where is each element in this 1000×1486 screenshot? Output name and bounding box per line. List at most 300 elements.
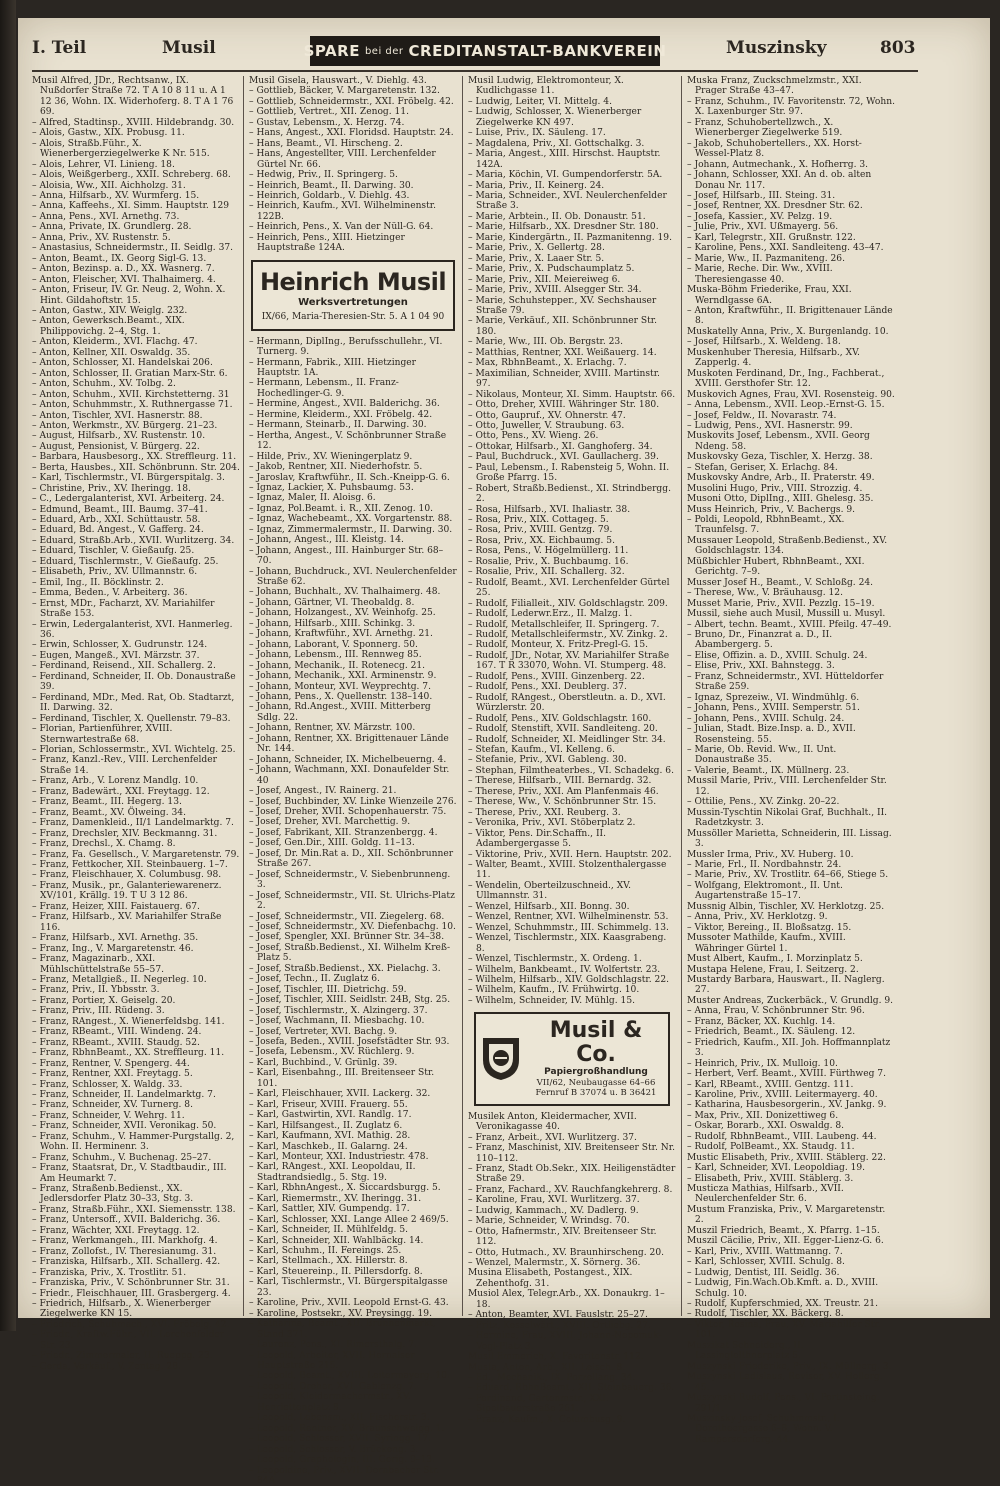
directory-entry: – Anton, Werkmstr., XV. Bürgerg. 21–23. (32, 420, 218, 431)
directory-entry: Mussnig Albin, Tischler, XV. Herklotzg. 25. (687, 901, 885, 912)
directory-entry: Musolini Hugo, Priv., VIII. Strozzig. 4. (687, 483, 863, 494)
directory-entry: – Ferdinand, Gartenmstr., XXI. Sipelbauerstraße 261. (468, 1393, 609, 1415)
directory-entry: Muszynski Friederike, Priv., IX. Müllnerg. 3. (687, 1361, 892, 1372)
directory-entry: – Karl, Priv., XVIII. Wattmanng. 7. (687, 1246, 843, 1257)
directory-entry: – Gottlieb, Vertret., XII. Zenog. 11. (249, 107, 409, 118)
directory-entry: – Gottlieb, Schneidermstr., XXI. Fröbelg. 42. (249, 96, 454, 107)
column-3-entries-top (468, 76, 676, 1006)
column-2-entries-bottom (249, 337, 457, 1486)
page-number: 803 (880, 38, 916, 58)
directory-entry: – Marie, Reche. Dir. Ww., XVIII. Theresiengasse 40. (687, 264, 833, 285)
directory-entry: – Karl, Fleischhauer, XVII. Lackerg. 32. (249, 1089, 431, 1100)
directory-entry: – Johann, Lebensm., III. Rennweg 85. (249, 650, 422, 661)
directory-entry: – Rudolf, RbhnBeamt., VIII. Laubeng. 44. (687, 1131, 877, 1142)
ad-subtitle: Werksvertretungen (298, 296, 408, 308)
section-label: I. Teil (32, 38, 87, 58)
directory-entry: – Rosa, Priv., XIX. Cottageg. 5. (468, 515, 609, 526)
directory-entry: – Florian, Schlossermstr., XVI. Wichtelg. 25. (32, 745, 236, 755)
directory-entry: – Fritz, Kesselwärt., XVIII. Ortliebg. 27. (468, 1320, 651, 1331)
column-1-entries (32, 76, 240, 1372)
directory-entry: – Franz, Metallgieß., II. Negerleg. 10. (32, 974, 207, 985)
directory-entry: – Eugen, Mangeß., XVI. Märzstr. 37. (32, 650, 200, 661)
directory-entry: – Rudolf, PolBeamt., XX. Staudg. 11. (687, 1142, 855, 1153)
directory-entry: – Franz, Schuhobertellzwch., X. Wienerberger Ziegelwerke 519. (687, 117, 843, 139)
directory-entry: – Josefa, Kassier., XV. Pelzg. 19. (687, 211, 833, 222)
directory-entry: – Elisabeth, Priv., XVIII. Stäblerg. 3. (687, 1173, 854, 1184)
directory-entry: Muska-Böhm Friederike, Frau, XXI. Werndlgasse 6A. (687, 285, 852, 306)
directory-entry: – Gerda, Verkäuf., V. Zentag. 28. (32, 1361, 181, 1372)
directory-entry: – Elisabeth, Priv., XV. Ullmannstr. 6. (32, 567, 198, 578)
directory-entry: – Anton, Beamter, XVI. Fauslstr. 25–27. (468, 1310, 648, 1321)
directory-entry: – Leopoldine, Priv., XVII. Dornbacher Str. 84A (249, 1465, 440, 1486)
directory-entry: – Wenzel, Malermstr., X. Sörnerg. 36. (468, 1258, 641, 1269)
directory-entry: – Karl, Friseur, XVIII. Frauerg. 55. (249, 1099, 408, 1110)
directory-entry: – Josef, Schneidermstr., VII. St. Ulrichs-Platz 2. (249, 890, 455, 912)
directory-entry: – Maria, Priv., II. Keinerg. 24. (468, 180, 605, 191)
directory-entry: – Franz, Schuhm., V. Hammer-Purgstallg. 2, Wohn. II. Herminenr. 3. (32, 1131, 235, 1153)
directory-entry: – Franz, Beamt., III. Hegerg. 13. (32, 797, 182, 808)
directory-entry: – Karl, RAngest., XXI. Leopoldau, II. Stadtrandsiedlg., 5. Stg. 19. (249, 1162, 416, 1183)
directory-entry: – Stefan, Geriser, X. Erlachg. 84. (687, 462, 838, 473)
directory-entry: – Franz, Arbeit., XVI. Wurlitzerg. 37. (468, 1132, 637, 1143)
directory-entry: Mussler Irma, Priv., XV. Huberg. 10. (687, 849, 854, 860)
directory-entry: – Eduard, Arb., XXI. Schüttaustr. 58. (32, 515, 201, 526)
directory-entry: – Hertha, Angest., V. Schönbrunner Straße 12. (249, 430, 447, 452)
directory-entry: – Friedrich, Kaufm., XII. Joh. Hoffmannplatz 3. (687, 1037, 891, 1059)
directory-entry: – Karl, RbhnAngest., X. Siccardsburgg. 5. (249, 1183, 441, 1194)
directory-entry: – Josef, Tischler, III. Dietrichg. 59. (249, 984, 407, 995)
directory-entry: – Katharina, Hausbesorgerin., XV. Jankg. 9. (687, 1100, 887, 1111)
directory-entry: Muska Franz, Zuckschmelzmstr., XXI. Prager Straße 43–47. (687, 76, 862, 97)
directory-entry: Mussil Marie, Priv., VIII. Lerchenfelder Str. 12. (687, 776, 887, 797)
directory-entry: – Rudolf, Monteur, X. Fritz-Pregl-G. 15. (468, 640, 649, 651)
column-divider (243, 76, 244, 1316)
directory-entry: – Emma, Beden., V. Arbeiterg. 36. (32, 588, 188, 599)
directory-entry: Musta, Anton, Arb., XII. Leisch. 8. (468, 1362, 626, 1373)
directory-entry: – Josef, Dr. Min.Rat a. D., XII. Schönbrunner Straße 267. (249, 848, 454, 870)
banner-bei-der: bei der (364, 45, 404, 57)
directory-entry: – Josef, Techn., II. Zuglatz 6. (249, 974, 380, 985)
column-3-entries-bottom (468, 1112, 676, 1426)
directory-entry: – Marie, Arbtein., II. Ob. Donaustr. 51. (468, 211, 646, 222)
directory-entry: – Ludwig, Kammach., XV. Dadlerg. 9. (468, 1205, 639, 1216)
directory-entry: – Josef, Straßb.Bedienst., XX. Pielachg. 3. (249, 963, 441, 974)
directory-entry: – Wilhelm, Kaufm., IV. Frühwirtg. 10. (468, 985, 640, 996)
directory-entry: – Anton, Schlosser, XI. Handelskai 206. (32, 358, 213, 369)
directory-entry: Musiol Alex, Telegr.Arb., XX. Donaukrg. 1–18. (468, 1289, 665, 1310)
directory-entry: – Anna, Kaffeehs., XI. Simm. Hauptstr. 129 (32, 201, 230, 212)
directory-entry: – Jakob, Rentner, XII. Niederhofstr. 5. (249, 462, 423, 473)
column-2 (249, 76, 457, 1486)
directory-entry: Mussoter Mathilde, Kaufm., XVIII. Währinger Gürtel 1. (687, 933, 846, 954)
directory-entry: – Franz, RAngest., X. Wienerfeldsbg. 141. (32, 1016, 225, 1027)
directory-entry: – Christine, Priv., XV. Iheringg. 18. (32, 483, 191, 494)
directory-entry: – Hans, Angestellter, VIII. Lerchenfelder Gürtel Nr. 66. (249, 149, 436, 170)
directory-entry: – Karoline, Priv., XVIII. Leitermayerg. 40. (687, 1089, 878, 1100)
directory-entry: – Karoline, Frau, XVI. Wurlitzerg. 37. (468, 1195, 640, 1206)
directory-entry: – Franz, Priv., II. Ybbsstr. 3. (32, 985, 160, 996)
directory-entry: Musser Josef H., Beamt., V. Schloßg. 24. (687, 577, 874, 588)
directory-entry: – Karl, Hilfsangest., II. Zuglatz 6. (249, 1120, 403, 1131)
directory-entry: – Robert, Straßb.Bedienst., XI. Strindbergg. 2. (468, 483, 671, 505)
directory-entry: – Otto, Juweller, V. Straubung. 63. (468, 420, 625, 431)
directory-entry: – Karl, Sattler, XIV. Gumpendg. 17. (249, 1204, 410, 1215)
directory-entry: – Franz, Badewärt., XXI. Freytagg. 12. (32, 786, 210, 797)
directory-entry: – Rosalie, Priv., XII. Schallerg. 32. (468, 567, 625, 578)
directory-entry: – Franziska, Priv., V. Schönbrunner Str. 31. (32, 1278, 230, 1289)
directory-entry: – Rudolf, Kupferschmied, XX. Treustr. 21. (687, 1299, 878, 1310)
directory-entry: Mussöller Marietta, Schneiderin, III. Lissag. 3. (687, 828, 892, 850)
directory-entry: – Ignaz, Sprezeiw., VI. Windmühlg. 6. (687, 692, 860, 703)
directory-entry: – Josef, Spengler, XXI. Brünner Str. 34–38. (249, 932, 445, 943)
directory-entry: – Josef, Dreher, XVI. Marchettig. 9. (249, 817, 411, 828)
directory-entry: – Karl, Monteur, XXI. Industriestr. 478. (249, 1151, 429, 1162)
directory-entry: – Berta, Hausbes., XII. Schönbrunn. Str. 204. (32, 462, 240, 473)
directory-entry: – Franz, Damenkleid., II/1 Landelmarktg. 7. (32, 818, 234, 829)
directory-entry: – Franz, Portier, X. Geiselg. 20. (32, 995, 176, 1006)
directory-entry: – Leopold, Arbeiter, XVII. Hernalser Hauptstraße 215. (249, 1350, 415, 1372)
directory-entry: – Josef, Schneidermstr., VII. Ziegelerg. 68. (249, 911, 445, 922)
directory-entry: – Franz, Werkmangeh., III. Markhofg. 4. (32, 1236, 218, 1247)
book-binding-edge (0, 0, 16, 1331)
directory-entry: – Franz, RBeamt., XVIII. Staudg. 52. (32, 1037, 200, 1048)
directory-entry: – Maximilian, Schneider, XVIII. Martinstr. 97. (468, 368, 660, 390)
directory-entry: – Anton, Schuhm., XV. Tolbg. 2. (32, 379, 176, 390)
directory-entry: – Alois, Lehrer, VI. Linieng. 18. (32, 159, 175, 170)
directory-entry: – Gottlieb, Bäcker, V. Margaretenstr. 132. (249, 86, 440, 97)
directory-entry: – Rudolf, Stenstift, XVII. Sandleiteng. 20. (468, 724, 658, 735)
directory-entry: Musil Ludwig, Elektromonteur, X. Kudlichgasse 11. (468, 76, 624, 97)
directory-entry: – Marie, Ob. Revid. Ww., II. Unt. Donaustraße 35. (687, 745, 837, 766)
directory-entry: – Rudolf, JDr., Notar, XV. Mariahilfer Straße 167. T R 33070, Wohn. VI. Stumperg. 48. (468, 650, 670, 672)
directory-entry: – Johann, Rentner, XX. Brigittenauer Lände Nr. 144. (249, 733, 449, 755)
directory-entry: Muszil Cäcilie, Priv., XII. Egger-Lienz-G. 6. (687, 1236, 884, 1247)
directory-entry: – Heinrich, Pens., XIII. Hietzinger Hauptstraße 124A. (249, 232, 405, 254)
ad-name: Musil & Co. (549, 1018, 643, 1068)
directory-entry: – Otto, Gaupruf., XV. Ohnerstr. 47. (468, 410, 626, 421)
directory-entry: – Rudolf, Tischler, XX. Bäckerg. 8. (687, 1309, 844, 1320)
directory-entry: – Barbara, Hausbesorg., XX. Streffleurg. 11. (32, 452, 237, 463)
directory-entry: – Franz, Untersoff., XVII. Balderichg. 36. (32, 1215, 221, 1226)
directory-entry: – Anton, Kleiderm., XVI. Flachg. 47. (32, 337, 198, 348)
directory-entry: – Josef, Gen.Dir., XIII. Goldg. 11–13. (249, 838, 415, 849)
directory-entry: – Franz, RbhnBeamt., XX. Streffleurg. 11. (32, 1048, 225, 1059)
directory-entry: Muskatelly Anna, Priv., X. Burgenlandg. 10. (687, 326, 889, 337)
directory-entry: – Marie, Ww., II. Pazmaniteng. 26. (687, 253, 845, 264)
directory-entry: – Karoline, Postsekr., XV. Preysingg. 19. (249, 1308, 432, 1319)
directory-entry: – Rudolf, RAngest., Oberstleutn. a. D., XVI. Würzlerstr. 20. (468, 692, 666, 714)
directory-entry: – Hermann, DiplIng., Berufsschullehr., VI. Turnerg. 9. (249, 336, 443, 358)
directory-entry: – Marie, Hilfsarb., XX. Dresdner Str. 180. (468, 222, 659, 233)
directory-entry: – Franz, Schneider, XVII. Veronikag. 50. (32, 1121, 217, 1132)
directory-entry: – Viktor, Pens. Dir.Schaffn., II. Adambergergasse 5. (468, 828, 607, 850)
directory-entry: – Franz, Beamt., XV. Ölweing. 34. (32, 807, 186, 818)
directory-entry: – Friedr., Zimmermaler, II. Rueppg. 23. (32, 1351, 213, 1362)
directory-entry: – Therese, Priv., XXI. Reuberg. 3. (468, 807, 621, 818)
directory-entry: – Wenzel, Hilfsarb., XII. Bonng. 30. (468, 901, 630, 912)
directory-entry: – Heinrich, Pens., X. Van der Nüll-G. 64. (249, 222, 434, 233)
directory-entry: – Karl, Schneider, II. Mühlfeldg. 5. (249, 1225, 409, 1236)
directory-entry: – Eduard, RbhnBeamt., XII. Steinbauerg. 36. (468, 1383, 675, 1394)
directory-entry: – Franz, Ing., V. Margaretenstr. 46. (32, 943, 194, 954)
directory-entry: – Hermine, Kleiderm., XXI. Fröbelg. 42. (249, 409, 433, 420)
directory-entry: – Anna, Frau, V. Schönbrunner Str. 96. (687, 1006, 865, 1017)
directory-entry: – Anton, Tischler, XVI. Hasnerstr. 88. (32, 410, 203, 421)
directory-entry: – Josef, Tischler, XIII. Seidlstr. 24B, Stg. 25. (249, 995, 451, 1006)
directory-entry: – Johann, Holzangest., XV. Weinhofg. 25. (249, 608, 436, 619)
directory-entry: – Josef, Hilfsarb., III. Steing. 31. (687, 190, 836, 201)
directory-entry: – Rudolf, Filialleit., XIV. Goldschlagstr. 209. (468, 598, 668, 609)
directory-entry: – Wenzel, Tischlermstr., X. Ordeng. 1. (468, 954, 642, 965)
directory-entry: – Alois, Gastw., XIX. Probusg. 11. (32, 128, 185, 139)
directory-entry: – Rosalie, Priv., X. Buchbaumg. 16. (468, 556, 629, 567)
directory-entry: – Alfred, Stadtinsp., XVIII. Hildebrandg. 30. (32, 117, 235, 128)
directory-entry: Musil Emmerich, X. Favoritenstr. 112. (468, 1352, 644, 1363)
directory-entry: Muskovich Agnes, Frau, XVI. Rosensteig. 90. (687, 389, 895, 400)
keyword-left: Musil (162, 38, 216, 58)
directory-entry: – Eduard, Straßb.Arb., XVII. Wurlitzerg. 34. (32, 535, 235, 546)
shield-logo-icon (481, 1036, 521, 1082)
directory-entry: – Katharina, Beamt., XII. Brunnenmarkt, Stand 371. (249, 1319, 437, 1340)
directory-entry: – Karl, Tischlermstr., VI. Bürgerspitalgasse 23. (249, 1277, 448, 1298)
directory-entry: Musticza Mathias, Hilfsarb., XVII. Neulerchenfelder Str. 6. (687, 1184, 844, 1205)
directory-entry: Müßbichler Hubert, RbhnBeamt., XXI. Gerichtg. 7–9. (687, 556, 865, 578)
banner-bank: CREDITANSTALT-BANKVEREIN (408, 42, 667, 60)
directory-entry: – Valerie, Beamt., IX. Müllnerg. 23. (687, 765, 850, 776)
column-3 (468, 76, 676, 1425)
heinrich-musil-ad (251, 260, 455, 331)
directory-entry: – Albert, techn. Beamt., XVIII. Pfeilg. 47–49. (687, 619, 892, 630)
directory-entry: – Karl, Buchbind., V. Grünlg. 39. (249, 1057, 398, 1068)
directory-entry: – Otto, Dreher, XVIII. Währinger Str. 180. (468, 400, 660, 411)
directory-entry: – Marie, Priv., X. Laaer Str. 5. (468, 253, 605, 264)
directory-entry: Muskovits Josef, Lebensm., XVII. Georg Ndeng. 58. (687, 431, 870, 452)
directory-entry: – Franz, Stadt Ob.Sekr., XIX. Heiligenstädter Straße 29. (468, 1163, 676, 1185)
directory-entry: – Franz, Wächter, XXI. Freytagg. 12. (32, 1225, 200, 1236)
directory-entry: – Johann, Autmechank., X. Hofherrg. 3. (687, 159, 869, 170)
directory-entry: – Rudolf, Beamt., XVI. Lerchenfelder Gürtel 25. (468, 577, 670, 599)
directory-entry: – Johann, Gärtner, VI. Theobaldg. 8. (249, 597, 415, 608)
directory-entry: – Eduard, Tischlermstr., V. Gießaufg. 25. (32, 556, 219, 567)
directory-entry: – Herbert, Verf. Beamt., XVIII. Fürthweg 7. (687, 1069, 886, 1080)
directory-entry: – Karl, Tischlermstr., VI. Bürgerspitalg. 3. (32, 473, 225, 484)
directory-entry: – Friedr., Fleischhauer, III. Grasbergerg. 4. (32, 1288, 231, 1299)
directory-entry: – Poldi, Leopold, RbhnBeamt., XX. Traunfelsg. 7. (687, 515, 845, 536)
directory-entry: – Heinrich, Beamt., II. Darwing. 30. (249, 180, 414, 191)
directory-entry: – Karl, Stellmach., XX. Hillerstr. 8. (249, 1256, 408, 1267)
directory-entry: – Josef, Angest., IV. Rainerg. 21. (249, 786, 397, 797)
directory-entry: – Elise, Priv., XXI. Bahnstegg. 3. (687, 661, 835, 672)
directory-entry: – Franz, Fettkocher, XII. Steinbauerg. 1–7. (32, 859, 228, 870)
directory-entry: Muskovsky Andre, Arb., II. Praterstr. 49. (687, 473, 875, 484)
directory-entry: – Rudolf, Pens., XXI. Deublerg. 37. (468, 682, 627, 693)
directory-entry: – Erwin, Schlosser, X. Gudrunstr. 124. (32, 640, 208, 651)
directory-entry: Muszikat Schneiderg., II. Lassinglelthnerplatz 5. (687, 1340, 804, 1362)
directory-entry: – Rosa, Priv., XVIII. Gentzg. 79. (468, 525, 613, 536)
directory-entry: – Franz, Schneider, II. Landelmarktg. 7. (32, 1089, 216, 1100)
column-4-entries (687, 76, 895, 1445)
directory-entry: – Franz, Drechsl., X. Chamg. 8. (32, 839, 176, 850)
directory-entry: – Anton, Beamt., IX. Georg Sigl-G. 13. (32, 253, 207, 264)
directory-entry: – Anton, Gastw., XIV. Weiglg. 232. (32, 305, 188, 316)
directory-entry: – Eduard, Bd. Angest., V. Gafferg. 24. (32, 525, 204, 536)
directory-entry: – Johann, Rentner, XV. Märzstr. 100. (249, 723, 416, 734)
directory-entry: – Wendelin, Oberteilzuschneid., XV. Ullmannstr. 31. (468, 880, 632, 902)
directory-entry: – Heinrich, Goldarb., V. Diehlg. 43. (249, 190, 410, 201)
directory-entry: – Franz, Fachard., XV. Rauchfangkehrerg. 8. (468, 1184, 673, 1195)
directory-entry: – Franz, Straßb.Führ., XXI. Siemensstr. 138. (32, 1204, 236, 1215)
directory-entry: – August, Pensionist, V. Bürgerg. 22. (32, 441, 200, 452)
ad-name: Heinrich Musil (259, 267, 447, 296)
directory-entry: Muss Heinrich, Priv., V. Bachergs. 9. (687, 504, 856, 515)
directory-entry: – Josefa, Lebensm., XV. Rüchlerg. 9. (249, 1047, 415, 1058)
directory-entry: – Josef, Straßb.Bedienst., XI. Wilhelm Kreß-Platz 5. (249, 942, 451, 964)
directory-entry: – Anna, Priv., XV. Rustenstr. 5. (32, 232, 171, 243)
directory-entry: – Stephan, Filmtheaterbes., VI. Schadekg. 6. (468, 765, 674, 776)
directory-entry: – Ludwig, Dentist, III. Seidlg. 36. (687, 1267, 840, 1278)
directory-entry: – Johann, Hilfsarb., XIII. Schinkg. 3. (249, 618, 416, 629)
directory-entry: Muszil Friedrich, Beamt., X. Pfarrg. 1–15. (687, 1225, 880, 1236)
directory-entry: – Johann, Pens., XVIII. Semperstr. 51. (687, 703, 860, 714)
directory-entry: – Anton, Schlosser, II. Gratian Marx-Str. 6. (32, 368, 228, 379)
directory-entry: – Ferdinand, MDr., Med. Rat, Ob. Stadtarzt, II. Darwing. 32. (32, 692, 235, 714)
directory-entry: Mustapa Helene, Frau, I. Seitzerg. 2. (687, 964, 859, 975)
directory-entry: – Otto, Hafnermstr., XIV. Breitenseer Str. 112. (468, 1226, 657, 1248)
directory-entry: – Anna, Pens., XVI. Arnethg. 73. (32, 211, 180, 222)
directory-entry: – Maria, Angest., XIII. Hirschst. Hauptstr. 142A. (468, 149, 661, 170)
directory-entry: – Ferdinand, Reisend., XII. Schallerg. 2. (32, 661, 216, 672)
directory-entry: – Eduard, Tischler, V. Gießaufg. 25. (32, 546, 195, 557)
directory-entry: – Hermann, Steinarb., II. Darwing. 30. (249, 420, 427, 431)
directory-entry: – Leopold, Graphologin, III. Gerig. 9–13. (249, 1455, 435, 1466)
directory-entry: – Hedwig, Priv., II. Springerg. 5. (249, 170, 398, 181)
directory-entry: – Ferdinand, Schneider, II. Ob. Donaustraße 39. (32, 671, 236, 693)
directory-entry: – Karl, Maschkeb., II. Galarng. 24. (249, 1141, 408, 1152)
directory-entry: – Anton, Kellner, XII. Oswaldg. 35. (32, 347, 191, 358)
directory-entry: – Johann, Angest., III. Kleistg. 14. (249, 535, 404, 546)
directory-entry: – Rudolf, Pens., XIV. Goldschlagstr. 160. (468, 713, 652, 724)
directory-entry: – Karoline, Priv., XVII. Leopold Ernst-G. 43. (249, 1298, 449, 1309)
directory-entry: – Stefanie, Priv., XVI. Gableng. 30. (468, 755, 627, 766)
directory-entry: – Franz, Rentner, XXI. Freytagg. 5. (32, 1069, 193, 1080)
directory-entry: – Jakob, Schuhobertellers., XX. Horst-Wessel-Platz 8. (687, 138, 862, 160)
ad-address: VII/62, Neubaugasse 64–66 (536, 1077, 656, 1088)
directory-entry: – Hans, Beamt., VI. Hirscheng. 2. (249, 138, 403, 149)
directory-entry: – Paul, Lebensm., I. Rabensteig 5, Wohn. II. Große Pfarrg. 15. (468, 462, 670, 484)
directory-entry: – Franz, Hilfsarb., XVI. Arnethg. 35. (32, 933, 199, 944)
directory-entry: – Ignaz, Wachebeamt., XX. Vorgartenstr. 88. (249, 514, 453, 525)
directory-entry: – Gustav, Lebensm., X. Herzg. 74. (249, 117, 405, 128)
directory-entry: – Friedr., Kraftw.Führ., VII. Lerchenfelder Str. 23. (32, 1330, 225, 1351)
directory-entry: – Franz, Bäcker, XX. Kuchlg. 14. (687, 1016, 836, 1027)
directory-entry: – Marie, Verkäuf., XII. Schönbrunner Str. 180. (468, 316, 657, 337)
directory-entry: – Walter, Beamt., XVIII. Stolzenthalergasse 11. (468, 859, 667, 881)
directory-entry: – Karl, Riemermstr., XV. Iheringg. 31. (249, 1193, 422, 1204)
directory-entry: – C., Ledergalanterist, XVI. Arbeiterg. 24. (32, 494, 225, 505)
directory-entry: – Hermine, Frau, XVIII. Johann-Nepomuk-Vogl-Platz 3. (468, 1331, 662, 1352)
directory-entry: Mussauer Leopold, Straßenb.Bedienst., XV. Goldschlagstr. 134. (687, 535, 888, 557)
directory-entry: – Franz, Staatsrat, Dr., V. Stadtbaudir., III. Am Heumarkt 7. (32, 1163, 227, 1184)
directory-entry: – Ottokar, Hilfsarb., XI. Ganghoferg. 34. (468, 441, 653, 452)
directory-entry: – Magdalena, Priv., XI. Gottschalkg. 3. (468, 138, 645, 149)
directory-entry: Muskoten Ferdinand, Dr., Ing., Fachberat., XVIII. Gersthofer Str. 12. (687, 368, 885, 390)
directory-entry: – Franz, Musik., pr., Galanteriewarenerz. XV/101, Krällg. 19. T U 3 12 86. (32, 880, 222, 902)
directory-entry: – Friedrich, Hilfsarb., X. Wienerberger Ziegelwerke KN 15. (32, 1299, 211, 1320)
directory-entry: – Anna, Private, IX. Grundlerg. 28. (32, 222, 192, 233)
directory-entry: – Leopold, Rentner, XV. Braunschweigg. 1. (249, 1423, 445, 1434)
directory-entry: – Marie, Priv., XVIII. Alsegger Str. 34. (468, 285, 642, 296)
directory-entry: – Max, Priv., XII. Donizettiweg 6. (687, 1110, 839, 1121)
directory-entry: – Josef, Schneidermstr., V. Siebenbrunneng. 3. (249, 869, 451, 891)
directory-entry: – Hilde, Priv., XV. Wieningerplatz 9. (249, 451, 413, 462)
directory-entry: – Karl, Schneider, XII. Wahlbäckg. 14. (249, 1235, 424, 1246)
directory-entry: – Rosa, Hilfsarb., XVI. Ihaliastr. 38. (468, 504, 631, 515)
directory-entry: – Franz, Straßenb.Bedienst., XX. Jedlersdorfer Platz 30–33, Stg. 3. (32, 1184, 194, 1205)
directory-entry: – Wenzel, Rentner, XVI. Wilhelminenstr. 53. (468, 912, 669, 923)
directory-entry: – Jaroslav, Kraftwführ., II. Sch.-Kneipp-G. 6. (249, 472, 450, 483)
directory-entry: Muskovsky Geza, Tischler, X. Herzg. 38. (687, 452, 873, 463)
directory-entry: – Franz, Schuhm., IV. Favoritenstr. 72, Wohn. X. Laxenburger Str. 97. (687, 96, 895, 118)
directory-entry: – Oskar, Borarb., XXI. Oswaldg. 8. (687, 1121, 845, 1132)
directory-entry: – Leopold, Schlosser, V. Brückeng. 3. (249, 1444, 419, 1455)
directory-entry: – Leopold, Schlosser, XVII. Syringg. 17. (249, 1434, 431, 1445)
directory-entry: Musset Marie, Priv., XVII. Pezzlg. 15–19. (687, 598, 875, 609)
directory-entry: – Franz, Schlosser, X. Waldg. 33. (32, 1079, 183, 1090)
directory-entry: – Leopold, Dreher, XVI. Gablenzg. 7. (249, 1381, 417, 1392)
directory-entry: – Franz, RBeamt., VIII. Windeng. 24. (32, 1027, 202, 1038)
directory-entry: – Rudolf, Pens., XVIII. Ginzenberg. 22. (468, 671, 645, 682)
directory-entry: – Marie, Priv., X. Pudschaumplatz 5. (468, 264, 635, 275)
directory-entry: – Rudolf, Lederwr.Erz., II. Malzg. 1. (468, 609, 633, 620)
directory-entry: – Karl, Schlosser, XXI. Lange Allee 2 469/5. (249, 1214, 449, 1225)
directory-entry: – Johann, Wachmann, XXI. Donaufelder Str. 40 (249, 765, 450, 786)
directory-entry: – Josefa, Beden., XVIII. Josefstädter Str. 93. (249, 1036, 450, 1047)
directory-entry: – Josef, Buchbinder, XV. Linke Wienzeile 276. (249, 796, 457, 807)
directory-entry: – Marie, Frl., II. Nordbahnstr. 24. (687, 859, 842, 870)
directory-entry: – Hermann, Lebensm., II. Franz-Hochedlinger-G. 9. (249, 378, 399, 399)
directory-entry: – Johann, Buchhalt., XV. Thalhaimerg. 48. (249, 587, 441, 598)
directory-entry: – Franz, Maschinist, XIV. Breitenseer Str. Nr. 110–112. (468, 1143, 675, 1164)
directory-entry: Musil Gisela, Hauswart., V. Diehlg. 43. (249, 76, 427, 86)
directory-entry: – Erwin, Ledergalanterist, XVI. Hanmerleg. 36. (32, 619, 233, 641)
directory-entry: Mussin-Tyschtin Nikolai Graf, Buchhalt., II. Radetzkystr. 3. (687, 807, 888, 829)
directory-entry: – Anna, Hilfsarb., XV. Wurmferg. 15. (32, 190, 200, 201)
directory-entry: – Viktor, Rosina, Frau, XV. Mariahilfer Str. 101. (687, 1319, 881, 1341)
directory-entry: – Emil, Ing., II. Böcklinstr. 2. (32, 577, 164, 588)
directory-entry: – Franz, Kaufm., X. Columbusg. 9. (468, 1414, 626, 1425)
directory-entry: – Alois, Straßb.Führ., X. Wienerbergerziegelwerke K Nr. 515. (32, 138, 210, 160)
directory-entry: – Ignaz, Lackier, X. Puhsbaumg. 53. (249, 482, 414, 493)
directory-entry: – Johann, Schneider, IX. Michelbeuerng. 4. (249, 754, 447, 765)
directory-entry: Muszynski Rudolf, Pens., VI. Pertinsteing. 291/1. (687, 1393, 880, 1414)
directory-entry: – Ludwig, Schlosser, X. Wienerberger Ziegelwerke KN 497. (468, 107, 642, 128)
directory-entry: – Therese, Ww., V. Schönbrunner Str. 15. (468, 797, 657, 808)
directory-entry: – Franz, Priv., III. Rüdeng. 3. (32, 1006, 165, 1017)
directory-entry: – Nikolaus, Monteur, XI. Simm. Hauptstr. 66. (468, 389, 676, 400)
directory-entry: Mussil, siehe auch Musil, Mussill u. Musyl. (687, 609, 886, 620)
directory-entry: – Wenzel, Schuhmmstr., III. Schimmelg. 13. (468, 922, 669, 933)
directory-entry: – Maria, Köchin, VI. Gumpendorferstr. 5A. (468, 170, 663, 181)
directory-entry: – Florian, Partienführer, XVIII. Sternwartestraße 68. (32, 724, 173, 745)
directory-entry: Mustardy Barbara, Hauswart., II. Naglerg. 27. (687, 974, 885, 996)
directory-entry: – Wilhelm, Schneider, IV. Mühlg. 15. (468, 995, 635, 1006)
ad-phone: Fernruf B 37074 u. B 36421 (535, 1088, 657, 1099)
directory-entry: – Ludwig, Fin.Wach.Ob.Kmft. a. D., XVIII. Schulg. 10. (687, 1278, 879, 1299)
directory-entry: – Hans, Angest., XXI. Floridsd. Hauptstr. 24. (249, 128, 454, 139)
directory-entry: – Ottilie, Pens., XV. Zinkg. 20–22. (687, 797, 840, 808)
directory-entry: – Franz, Schneider, V. Wehrg. 11. (32, 1110, 185, 1121)
directory-entry: – Karl, Schuhm., II. Fereings. 25. (249, 1246, 402, 1257)
